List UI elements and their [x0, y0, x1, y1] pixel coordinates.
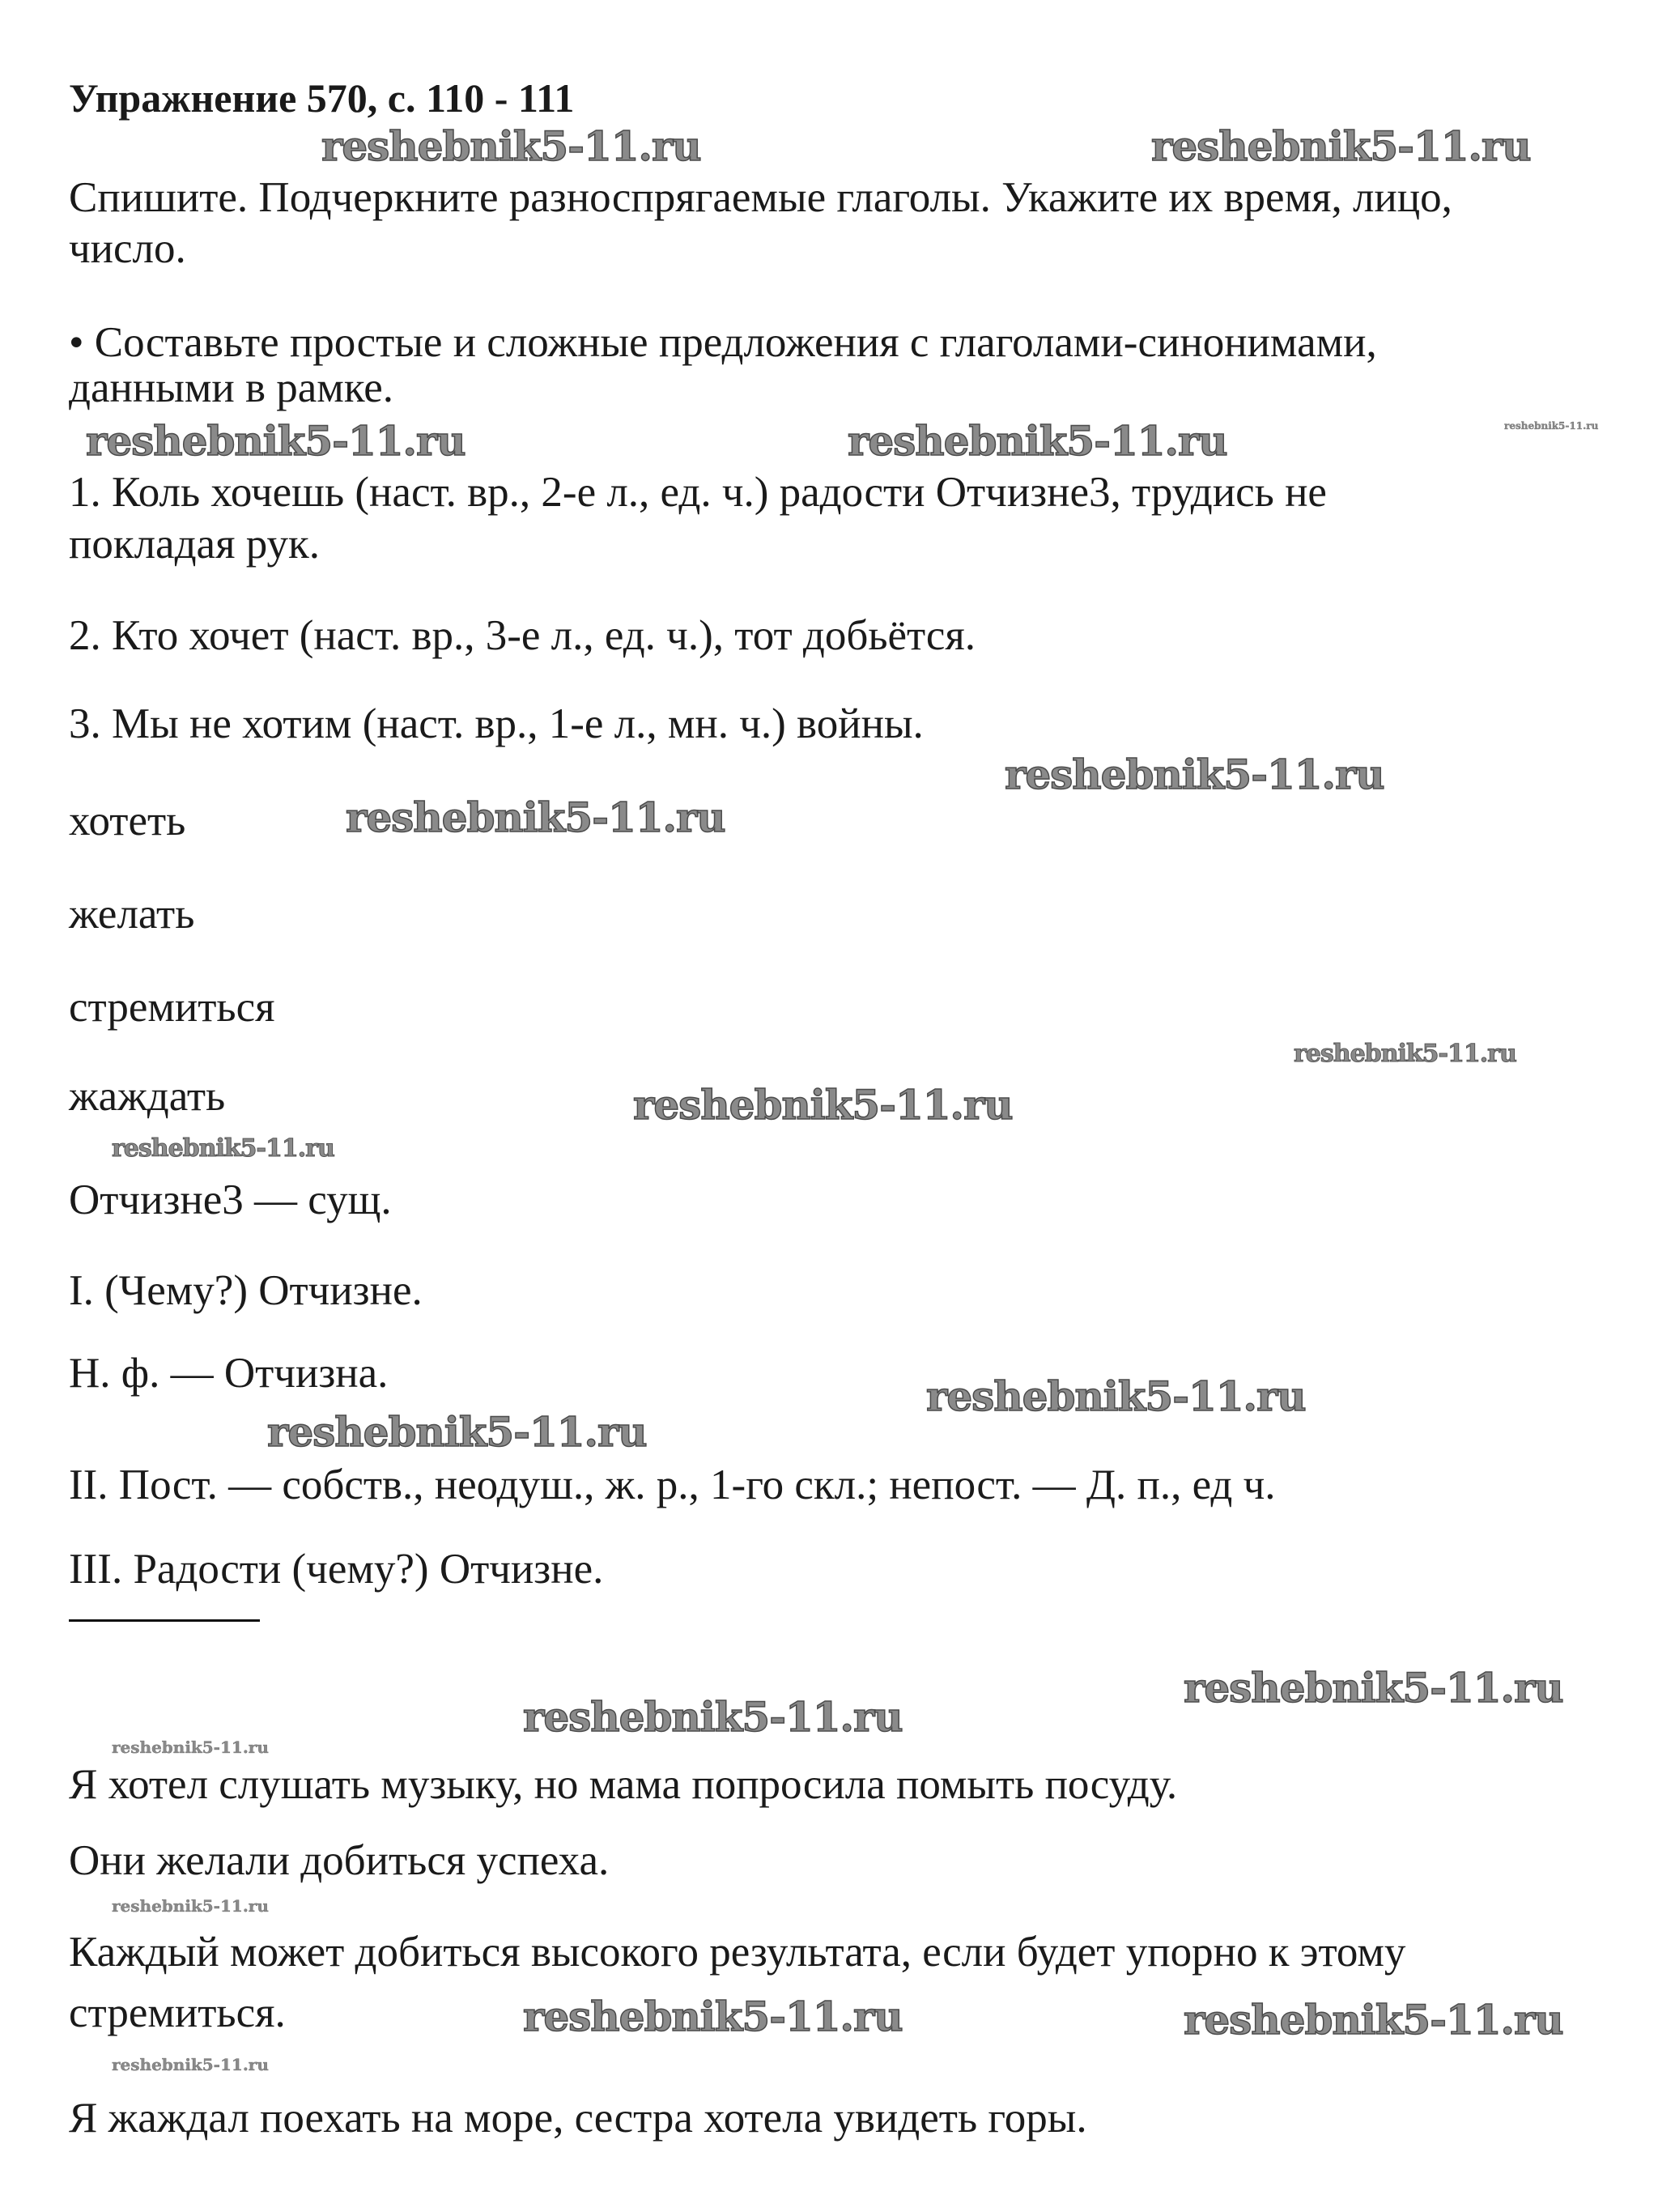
synonym-item: стремиться [69, 984, 275, 1031]
watermark: reshebnik5-11.ru [112, 1134, 334, 1163]
parse-step: I. (Чему?) Отчизне. [69, 1267, 423, 1314]
parse-step: Н. ф. — Отчизна. [69, 1350, 389, 1397]
task-bullet: • Составьте простые и сложные предложения с глаголами-синонимами, [69, 319, 1377, 366]
footnote-rule [69, 1619, 260, 1622]
parse-step: III. Радости (чему?) Отчизне. [69, 1546, 604, 1593]
watermark: reshebnik5-11.ru [321, 122, 701, 170]
answer-sentence-1: 1. Коль хочешь (наст. вр., 2-е л., ед. ч.) радости Отчизне3, трудись не [69, 469, 1327, 516]
parse-step: II. Пост. — собств., неодуш., ж. р., 1-го скл.; непост. — Д. п., ед ч. [69, 1461, 1276, 1508]
task-text: число. [69, 225, 186, 272]
example-sentence: Я жаждал поехать на море, сестра хотела увидеть горы. [69, 2095, 1087, 2142]
synonym-item: жаждать [69, 1073, 226, 1120]
watermark: reshebnik5-11.ru [112, 1738, 269, 1757]
watermark: reshebnik5-11.ru [1184, 1996, 1563, 2044]
watermark: reshebnik5-11.ru [1005, 751, 1384, 798]
synonym-item: хотеть [69, 798, 186, 844]
watermark: reshebnik5-11.ru [926, 1372, 1306, 1420]
parse-heading: Отчизне3 — сущ. [69, 1176, 392, 1223]
answer-sentence-3: 3. Мы не хотим (наст. вр., 1-е л., мн. ч.) войны. [69, 700, 924, 747]
watermark: reshebnik5-11.ru [523, 1993, 903, 2040]
example-sentence: стремиться. [69, 1989, 286, 2036]
task-bullet: данными в рамке. [69, 364, 394, 411]
watermark: reshebnik5-11.ru [1294, 1040, 1516, 1068]
watermark: reshebnik5-11.ru [267, 1408, 647, 1456]
example-sentence: Они желали добиться успеха. [69, 1837, 610, 1884]
synonym-item: желать [69, 891, 195, 938]
example-sentence: Я хотел слушать музыку, но мама попросила помыть посуду. [69, 1761, 1178, 1808]
watermark: reshebnik5-11.ru [848, 417, 1227, 465]
watermark: reshebnik5-11.ru [1151, 122, 1531, 170]
watermark: reshebnik5-11.ru [346, 793, 725, 841]
watermark: reshebnik5-11.ru [112, 1896, 269, 1916]
watermark: reshebnik5-11.ru [112, 2055, 269, 2074]
page-title: Упражнение 570, с. 110 - 111 [69, 75, 575, 121]
watermark: reshebnik5-11.ru [86, 417, 466, 465]
task-text: Спишите. Подчеркните разноспрягаемые глаголы. Укажите их время, лицо, [69, 174, 1452, 221]
watermark: reshebnik5-11.ru [523, 1693, 903, 1741]
watermark: reshebnik5-11.ru [1504, 420, 1599, 432]
example-sentence: Каждый может добиться высокого результата, если будет упорно к этому [69, 1929, 1406, 1976]
watermark: reshebnik5-11.ru [1184, 1664, 1563, 1712]
answer-sentence-2: 2. Кто хочет (наст. вр., 3-е л., ед. ч.), тот добьётся. [69, 612, 976, 659]
answer-sentence-1: покладая рук. [69, 521, 321, 568]
watermark: reshebnik5-11.ru [633, 1081, 1013, 1129]
